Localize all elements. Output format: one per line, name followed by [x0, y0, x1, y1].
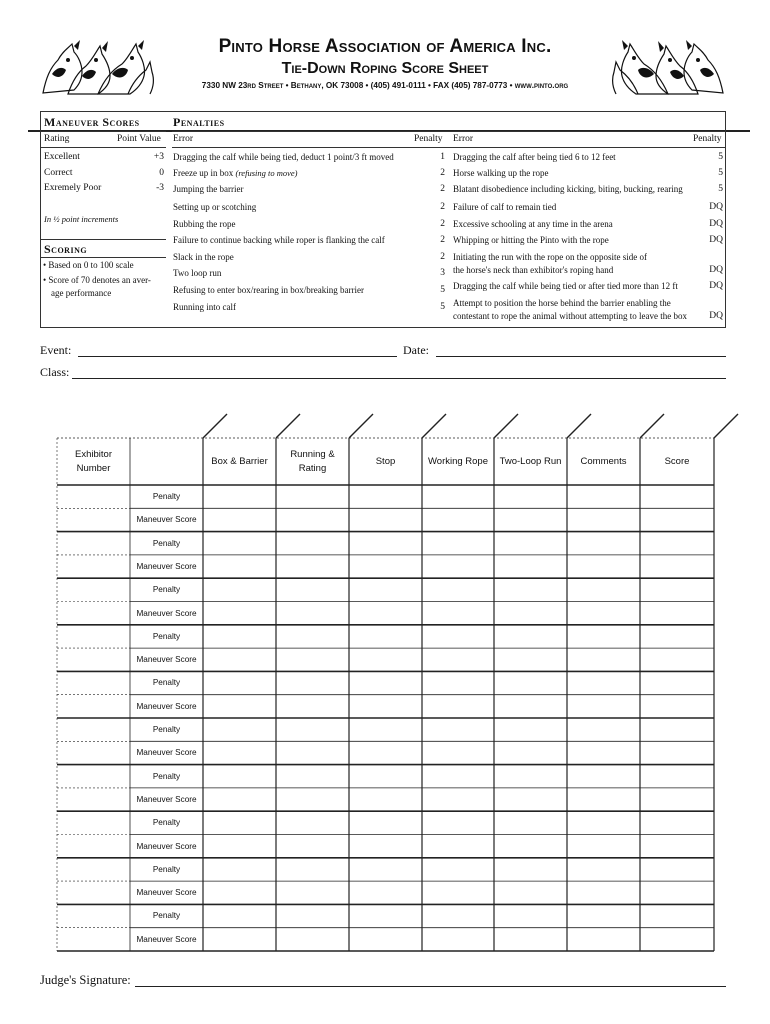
penalty-right-4: Failure of calf to remain tied	[453, 202, 557, 212]
sheet-title: Tie-Down Roping Score Sheet	[281, 60, 489, 77]
penalty-row-label: Penalty	[152, 771, 181, 781]
maneuver-score-row-label: Maneuver Score	[136, 515, 197, 525]
header-diagonal-tick	[567, 414, 591, 438]
penalty-right-6-value: DQ	[709, 235, 723, 245]
penalty-right-3: Blatant disobedience including kicking, biting, bucking, rearing	[453, 184, 683, 194]
scoring-note-2: • Score of 70 denotes an aver-	[43, 275, 151, 285]
column-header: Box & Barrier	[211, 456, 268, 467]
maneuver-score-row-label: Maneuver Score	[136, 748, 197, 758]
judge-signature-label: Judge's Signature:	[40, 973, 131, 987]
column-header: Running &	[290, 449, 335, 460]
penalty-left-4: Setting up or scotching	[173, 202, 257, 212]
penalty-right-2-value: 5	[718, 168, 723, 178]
maneuver-score-row-label: Maneuver Score	[136, 888, 197, 898]
column-header: Comments	[580, 456, 627, 467]
penalty-right-7-line2: the horse's neck than exhibitor's roping hand	[453, 265, 614, 275]
rating-correct-value: 0	[159, 168, 164, 178]
class-label: Class:	[40, 365, 70, 379]
penalty-right-5-value: DQ	[709, 219, 723, 229]
penalty-row-label: Penalty	[152, 585, 181, 595]
penalty-row-label: Penalty	[152, 864, 181, 874]
date-label: Date:	[403, 343, 429, 357]
penalty-left-7: Slack in the rope	[173, 252, 234, 262]
penalty-left-2-value: 2	[440, 168, 445, 178]
penalty-left-1-value: 1	[440, 152, 445, 162]
error-column-header-right: Error	[453, 134, 474, 144]
rating-correct: Correct	[44, 168, 73, 178]
maneuver-scores-title: Maneuver Scores	[44, 115, 140, 129]
penalty-right-8: Dragging the calf while being tied or after tied more than 12 ft	[453, 281, 678, 291]
penalty-right-9: Attempt to position the horse behind the barrier enabling the	[453, 298, 671, 308]
penalty-left-5-value: 2	[440, 219, 445, 229]
penalty-left-10-value: 5	[440, 302, 445, 312]
penalty-left-5: Rubbing the rope	[173, 219, 236, 229]
rating-excellent: Excellent	[44, 152, 80, 162]
header-diagonal-tick	[714, 414, 738, 438]
penalty-left-8-value: 3	[440, 268, 445, 278]
judge-signature-line[interactable]	[135, 986, 726, 987]
penalties-title: Penalties	[173, 115, 225, 129]
column-header: Score	[664, 456, 690, 467]
penalty-column-header-left: Penalty	[414, 134, 443, 144]
maneuver-score-row-label: Maneuver Score	[136, 841, 197, 851]
penalty-left-6: Failure to continue backing while roper is flanking the calf	[173, 235, 385, 245]
penalty-right-1-value: 5	[718, 152, 723, 162]
penalty-left-9: Refusing to enter box/rearing in box/breaking barrier	[173, 285, 364, 295]
penalty-right-3-value: 5	[718, 184, 723, 194]
scoring-note-3: age performance	[51, 288, 112, 298]
scoring-note-1: • Based on 0 to 100 scale	[43, 260, 134, 270]
maneuver-score-row-label: Maneuver Score	[136, 608, 197, 618]
penalty-right-1: Dragging the calf after being tied 6 to 12 feet	[453, 152, 616, 162]
column-header: Working Rope	[427, 456, 489, 467]
exhibitor-header-number: Number	[76, 463, 111, 474]
penalty-right-8-value: DQ	[709, 281, 723, 291]
penalty-left-9-value: 5	[440, 285, 445, 295]
penalty-right-4-value: DQ	[709, 202, 723, 212]
penalty-right-9-value: DQ	[709, 311, 723, 321]
penalty-left-2: Freeze up in box (refusing to move)	[173, 168, 298, 178]
penalty-right-5: Excessive schooling at any time in the arena	[453, 219, 613, 229]
header-diagonal-tick	[422, 414, 446, 438]
column-header: Two-Loop Run	[499, 456, 562, 467]
maneuver-score-row-label: Maneuver Score	[136, 701, 197, 711]
penalty-left-6-value: 2	[440, 235, 445, 245]
maneuver-score-row-label: Maneuver Score	[136, 794, 197, 804]
event-label: Event:	[40, 343, 72, 357]
maneuver-score-row-label: Maneuver Score	[136, 655, 197, 665]
penalty-row-label: Penalty	[152, 538, 181, 548]
header-diagonal-tick	[494, 414, 518, 438]
penalty-right-2: Horse walking up the rope	[453, 168, 549, 178]
rating-column-header: Rating	[44, 134, 70, 144]
exhibitor-header: Exhibitor	[75, 449, 112, 460]
penalty-right-7-value: DQ	[709, 265, 723, 275]
header-diagonal-tick	[203, 414, 227, 438]
penalty-right-9-line2: contestant to rope the animal without attempting to leave the box	[453, 311, 687, 321]
maneuver-score-row-label: Maneuver Score	[136, 934, 197, 944]
penalty-left-1: Dragging the calf while being tied, deduct 1 point/3 ft moved	[173, 152, 394, 162]
column-header: Rating	[298, 463, 327, 474]
scoring-title: Scoring	[44, 242, 88, 256]
maneuver-score-row-label: Maneuver Score	[136, 561, 197, 571]
header-diagonal-tick	[640, 414, 664, 438]
penalty-left-3-value: 2	[440, 184, 445, 194]
organization-title: Pinto Horse Association of America Inc.	[218, 36, 552, 57]
header-diagonal-tick	[349, 414, 373, 438]
penalty-row-label: Penalty	[152, 631, 181, 641]
penalty-column-header-right: Penalty	[693, 134, 722, 144]
penalty-left-8: Two loop run	[173, 268, 222, 278]
penalty-row-label: Penalty	[152, 492, 181, 501]
penalty-left-7-value: 2	[440, 252, 445, 262]
point-increments-note: In ½ point increments	[44, 214, 119, 224]
point-value-column-header: Point Value	[117, 134, 161, 144]
rating-excellent-value: +3	[153, 152, 164, 162]
error-column-header-left: Error	[173, 134, 194, 144]
header-diagonal-tick	[276, 414, 300, 438]
penalty-row-label: Penalty	[152, 818, 181, 828]
penalty-left-3: Jumping the barrier	[173, 184, 244, 194]
penalty-right-6: Whipping or hitting the Pinto with the rope	[453, 235, 609, 245]
penalty-row-label: Penalty	[152, 678, 181, 688]
rating-extremely-poor: Exremely Poor	[44, 183, 102, 193]
penalty-left-10: Running into calf	[173, 302, 236, 312]
penalty-right-7: Initiating the run with the rope on the opposite side of	[453, 252, 647, 262]
organization-address: 7330 NW 23rd Street • Bethany, OK 73008 • (405) 491-0111 • FAX (405) 787-0773 • www.pinto.org	[201, 81, 569, 90]
rating-extremely-poor-value: -3	[156, 183, 164, 193]
column-header: Stop	[375, 456, 396, 467]
penalty-row-label: Penalty	[152, 911, 181, 921]
penalty-left-4-value: 2	[440, 202, 445, 212]
penalty-row-label: Penalty	[152, 725, 181, 734]
